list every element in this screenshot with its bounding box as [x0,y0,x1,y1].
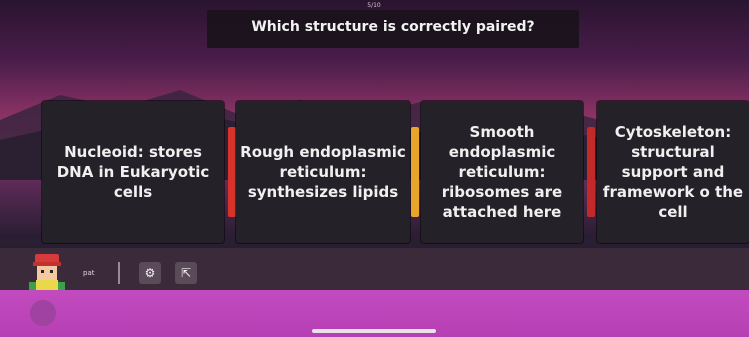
answer-option-4[interactable] [597,101,749,243]
player-name: pat [83,269,95,277]
question-panel [207,10,579,48]
answer-option-1-text: Nucleoid: stores DNA in Eukaryotic cells [56,143,210,201]
question-text: Which structure is correctly paired? [251,19,535,35]
player-bar [0,248,749,294]
question-counter: 5/10 [367,2,381,9]
answer-option-3[interactable] [421,101,583,243]
answer-2-color-bar [411,127,419,217]
answer-option-4-text: Cytoskeleton: structural support and framework o the cell [602,123,744,221]
powerup-button-1[interactable] [139,262,161,284]
home-indicator[interactable] [312,329,436,333]
powerup-button-2[interactable] [175,262,197,284]
answer-option-2-text: Rough endoplasmic reticulum: synthesizes lipids [240,143,406,201]
cursor-icon: ⇱ [180,266,192,280]
answer-option-2[interactable] [236,101,410,243]
gear-icon: ⚙ [144,266,156,280]
answer-option-1[interactable] [42,101,224,243]
answer-options [0,101,749,243]
divider [118,262,120,284]
answer-1-color-bar [228,127,236,217]
round-button[interactable] [30,300,56,326]
answer-option-3-text: Smooth endoplasmic reticulum: ribosomes are attached here [441,123,563,221]
answer-3-color-bar [587,127,595,217]
